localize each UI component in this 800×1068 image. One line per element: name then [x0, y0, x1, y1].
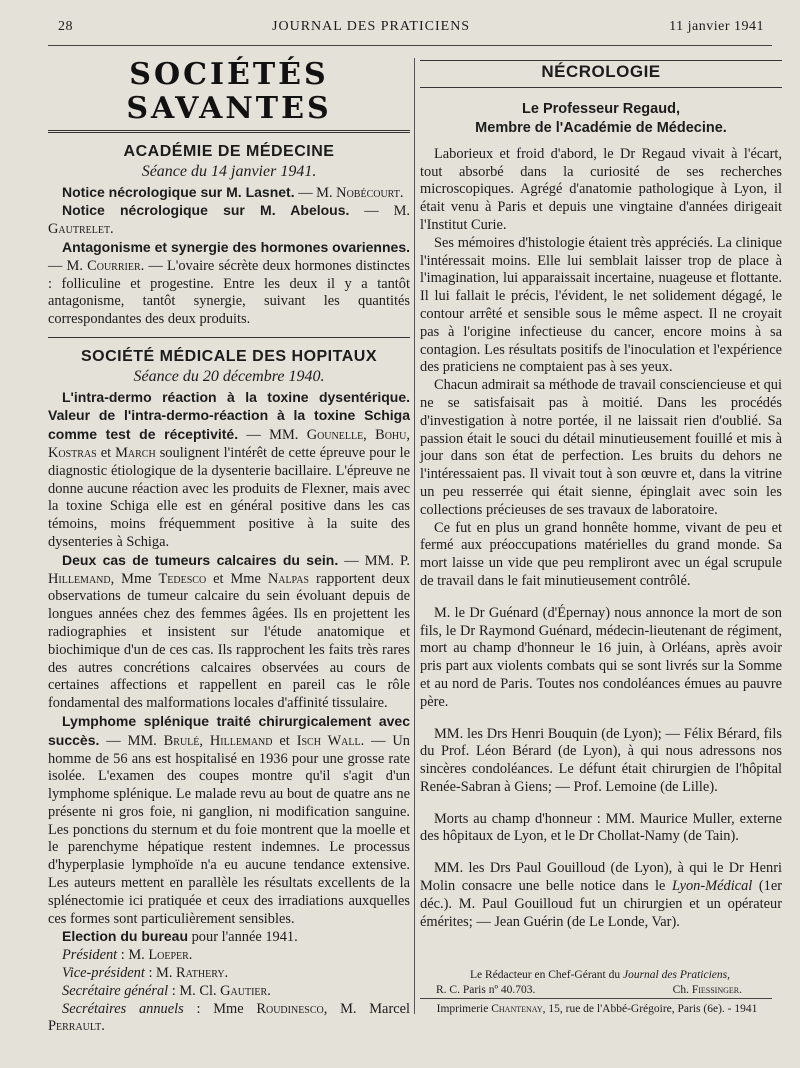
- academie-seance: Séance du 14 janvier 1941.: [141, 162, 317, 180]
- bureau-president: Président : M. Loeper.: [62, 947, 193, 964]
- bouquin-notice: MM. les Drs Henri Bouquin (de Lyon); — Félix Bérard, fils du Prof. Léon Bérard (de Lyon), à qui nous adressons nos sincères condoléances. Le défunt était chirurgien de l'hôpital Renée-Sabran à Giens; — Prof. Lemoine (de Lille).: [420, 725, 782, 795]
- regaud-p3: Chacun admirait sa méthode de travail consciencieuse et qui ne se satisfaisait pas à moitié. Dans les procédés d'investigation à notre portée, il ne laissait rien d'oublié. Sa passion était le souci du détail minutieusement fouillé et mis à jour dans son état de perfection. Les bruits du dehors ne l'intéressaient pas. Il vivait tout à son œuvre et, dans la vitrine un peu resserrée qui était sienne, épinglait avec soin les collections précieuses de ses travaux de laboratoire.: [420, 377, 782, 518]
- page-number: 28: [58, 19, 73, 34]
- issue-date: 11 janvier 1941: [669, 19, 764, 34]
- academie-notice-lasnet: Notice nécrologique sur M. Lasnet. — M. Nobécourt.: [62, 183, 404, 201]
- hopitaux-dysenterie: L'intra-dermo réaction à la toxine dysentérique. Valeur de l'intra-dermo-réaction à la toxine Schiga comme test de réceptivité. — MM. Gounelle, Bohu, Kostras et March soulignent l'intérêt de cette épreuve pour le diagnostic étiologique de la dysenterie bacillaire. L'épreuve ne donne aucune réaction avec les produits de Flexner, mais avec la toxine Schiga elle est en général positive dans les cas témoins, moins fréquemment positive à la suite des dysenteries à Schiga.: [48, 388, 410, 550]
- academie-hormones: Antagonisme et synergie des hormones ovariennes. — M. Courrier. — L'ovaire sécrète deux hormones distinctes : folliculine et progestine. Entre les deux il y a tantôt antagonisme, tantôt synergie, suivant les quantités correspondantes des deux produits.: [48, 238, 410, 328]
- hopitaux-lymphome: Lymphome splénique traité chirurgicalement avec succès. — MM. Brulé, Hillemand et Isch Wall. — Un homme de 56 ans est hospitalisé en 1936 pour une grosse rate isolée. L'examen des coupes montre qu'il s'agit d'un lymphome splénique. Le malade revu au bout de quatre ans ne présente ni gros foie, ni ganglion, ni modification sanguine. Les ponctions du sternum et du foie montrent que la moelle et le parenchyme hépatique restent indemnes. Le processus d'hyperplasie lymphoïde n'a eu aucune tendance extensive. Les auteurs mettent en parallèle les résultats excellents de la splénectomie ici pratiquée et ceux des irradiations auxquelles ces formes sont particulièrement sensibles.: [48, 712, 410, 927]
- editor-name: Ch. Fiessinger.: [672, 984, 742, 996]
- morts-champ-honneur: Morts au champ d'honneur : MM. Maurice Muller, externe des hôpitaux de Lyon, et le Dr Chollat-Namy (de Tain).: [420, 810, 782, 845]
- necro-bottom-rule: [420, 87, 782, 88]
- running-header: [58, 14, 764, 40]
- section-rule: [48, 337, 410, 338]
- printer-imprint: Imprimerie Chantenay, 15, rue de l'Abbé-Grégoire, Paris (6e). - 1941: [436, 1003, 758, 1015]
- hopitaux-title: SOCIÉTÉ MÉDICALE DES HOPITAUX: [80, 347, 377, 365]
- guenard-notice: M. le Dr Guénard (d'Épernay) nous annonce la mort de son fils, le Dr Raymond Guénard, médecin-lieutenant de régiment, mort au champ d'honneur le 16 juin, à Orléans, après avoir pris part aux violents combats qui se sont livrés sur la Somme et au nord de Paris. Toutes nos condoléances émues au pauvre père.: [420, 604, 782, 710]
- registre-commerce: R. C. Paris nº 40.703.: [436, 984, 536, 996]
- editor-signature: Le Rédacteur en Chef-Gérant du Journal des Praticiens, R. C. Paris nº 40.703. Ch. Fiessinger.: [436, 969, 742, 996]
- right-column: [420, 58, 782, 1014]
- gouilloud-notice: MM. les Drs Paul Gouilloud (de Lyon), à qui le Dr Henri Molin consacre une belle notice dans le Lyon-Médical (1er déc.). M. Paul Gouilloud fut un chirurgien et un opérateur émérites; — Jean Guérin (de Le Londe, Var).: [420, 860, 783, 930]
- regaud-p1: Laborieux et froid d'abord, le Dr Regaud vivait à l'écart, tout absorbé dans la curiosité de ses recherches microscopiques. Agrégé d'anatomie pathologique à Lyon, il était venu à Paris et depuis une vingtaine d'années dirigeait l'Institut Curie.: [420, 145, 782, 233]
- bureau-vice-president: Vice-président : M. Rathery.: [62, 965, 229, 982]
- column-divider: [414, 58, 415, 1014]
- academie-title: ACADÉMIE DE MÉDECINE: [123, 143, 335, 160]
- regaud-heading: Le Professeur Regaud, Membre de l'Académie de Médecine.: [475, 100, 727, 136]
- regaud-p2: Ses mémoires d'histologie étaient très appréciés. La clinique l'intéressait moins. Elle lui semblait laisser trop de place à l'imagination, lui apparaissait incertaine, nuageuse et flottante. Il lui fallait le précis, l'évident, le net solidement dégagé, le contour arrêté et sensible sous le même aspect. Il ne croyait pas à l'origine infectieuse du cancer, encore moins à sa contagion. Les résultats positifs de l'inoculation et l'expérience des praticiens ne comptaient pas à ses yeux.: [420, 234, 782, 376]
- regaud-p4: Ce fut en plus un grand honnête homme, vivant de peu et fermé aux préoccupations matérielles du grand monde. Sa mort laisse un vide que peu rempliront avec un égal scrupule de travail dans le fait minutieusement contrôlé.: [420, 519, 782, 589]
- journal-title: JOURNAL DES PRATICIENS: [272, 19, 471, 34]
- hopitaux-election: Election du bureau pour l'année 1941.: [62, 928, 298, 946]
- footer-rule: [420, 998, 772, 999]
- bureau-secretaire-general: Secrétaire général : M. Cl. Gautier.: [62, 982, 271, 999]
- header-rule: [48, 45, 772, 46]
- title-rule: [48, 130, 410, 133]
- section-title: SOCIÉTÉS SAVANTES: [126, 57, 332, 126]
- bureau-secretaires-annuels: Secrétaires annuels : Mme Roudinesco, M. Marcel Perrault.: [48, 1000, 411, 1035]
- necrologie-title: NÉCROLOGIE: [541, 62, 661, 81]
- left-column: [48, 57, 411, 1035]
- academie-notice-abelous: Notice nécrologique sur M. Abelous. — M. Gautrelet.: [48, 202, 410, 238]
- hopitaux-seance: Séance du 20 décembre 1940.: [133, 367, 325, 385]
- hopitaux-tumeurs: Deux cas de tumeurs calcaires du sein. — MM. P. Hillemand, Mme Tedesco et Mme Nalpas rapportent deux observations de tumeur calcaire du sein évoluant depuis de longues années chez des femmes âgées. Ils en projettent les radiographies et insistent sur l'étude anatomique et biochimique d'un de ces cas. Ils rapprochent les faits très rares des autres concrétions calcaires observées au cours de certaines affections et rappellent en pareil cas le rôle fondamental des malformations locales d'affinité tissulaire.: [48, 551, 411, 712]
- necro-top-rule: [420, 60, 782, 61]
